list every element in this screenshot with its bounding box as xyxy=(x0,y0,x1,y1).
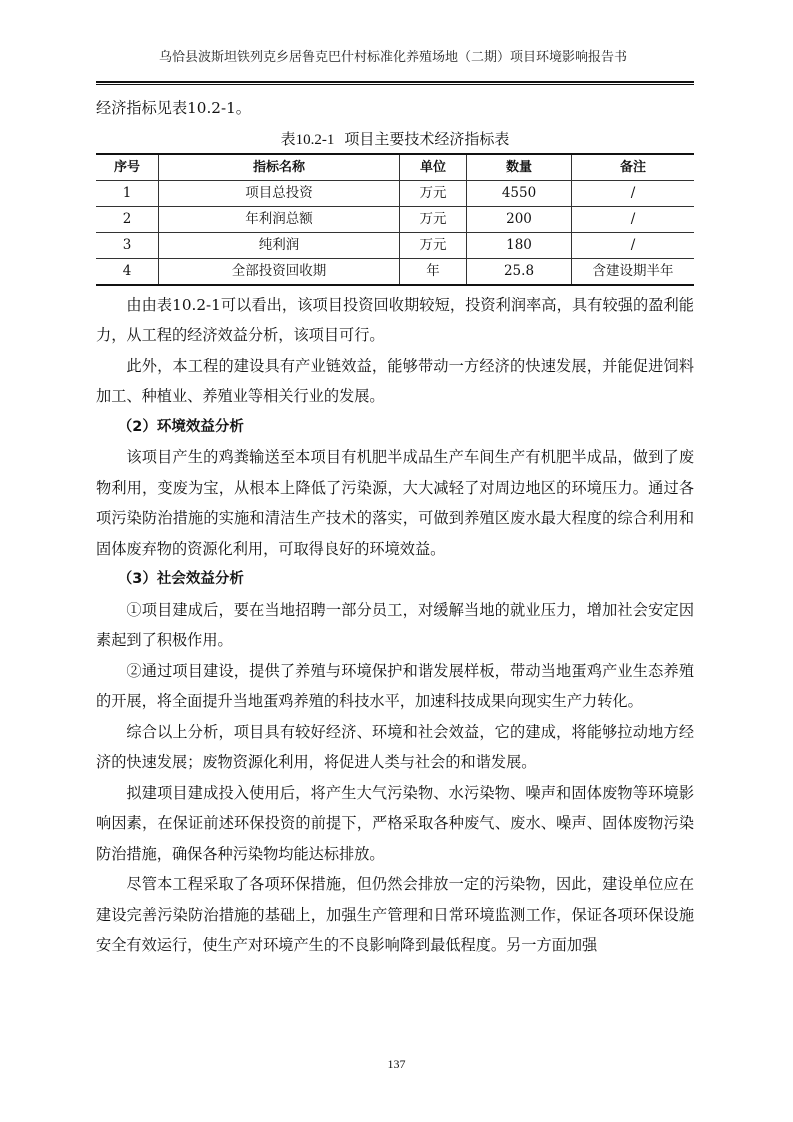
cell-indicator: 全部投资回收期 xyxy=(159,258,400,285)
page-number: 137 xyxy=(387,1057,406,1071)
table-caption-number: 表10.2-1 xyxy=(280,131,335,148)
column-header-unit: 单位 xyxy=(400,154,467,181)
column-header-remarks: 备注 xyxy=(572,154,695,181)
cell-quantity: 4550 xyxy=(467,180,572,206)
paragraph-pollution-control: 拟建项目建成投入使用后，将产生大气污染物、水污染物、噪声和固体废物等环境影响因素，在保证前述环保投资的前提下，严格采取各种废气、废水、噪声、固体废物污染防治措施，确保各种污染物均能达标排放。 xyxy=(96,783,694,863)
cell-index: 2 xyxy=(96,206,159,232)
cell-unit: 万元 xyxy=(400,232,467,258)
header-rule xyxy=(96,81,694,85)
column-header-index: 序号 xyxy=(96,154,159,181)
paragraph-summary: 综合以上分析，项目具有较好经济、环境和社会效益，它的建成，将能够拉动地方经济的快速发展；废物资源化利用，将促进人类与社会的和谐发展。 xyxy=(96,722,694,771)
paragraph-social-benefit-2: ②通过项目建设，提供了养殖与环境保护和谐发展样板，带动当地蛋鸡产业生态养殖的开展，将全面提升当地蛋鸡养殖的科技水平，加速科技成果向现实生产力转化。 xyxy=(96,661,694,710)
cell-remarks: / xyxy=(572,232,695,258)
cell-quantity: 200 xyxy=(467,206,572,232)
cell-index: 4 xyxy=(96,258,159,285)
section-heading-social-benefit: （3）社会效益分析 xyxy=(117,571,244,587)
intro-line: 经济指标见表10.2-1。 xyxy=(96,99,251,117)
table-row xyxy=(96,232,694,258)
table-row xyxy=(96,206,694,232)
cell-unit: 万元 xyxy=(400,180,467,206)
cell-unit: 年 xyxy=(400,258,467,285)
column-header-quantity: 数量 xyxy=(467,154,572,181)
table-row xyxy=(96,180,694,206)
cell-quantity: 25.8 xyxy=(467,258,572,285)
table-header-row xyxy=(96,154,694,181)
cell-index: 1 xyxy=(96,180,159,206)
column-header-indicator: 指标名称 xyxy=(159,154,400,181)
table-caption-title: 项目主要技术经济指标表 xyxy=(344,129,510,148)
cell-indicator: 项目总投资 xyxy=(159,180,400,206)
cell-remarks: 含建设期半年 xyxy=(572,258,695,285)
cell-indicator: 年利润总额 xyxy=(159,206,400,232)
cell-indicator: 纯利润 xyxy=(159,232,400,258)
table-row xyxy=(96,258,694,285)
table-caption xyxy=(96,126,694,153)
paragraph-management: 尽管本工程采取了各项环保措施，但仍然会排放一定的污染物，因此，建设单位应在建设完善污染防治措施的基础上，加强生产管理和日常环境监测工作，保证各项环保设施安全有效运行，使生产对环境产生的不良影响降到最低程度。另一方面加强 xyxy=(96,875,694,954)
cell-remarks: / xyxy=(572,180,695,206)
paragraph-industry-chain: 此外，本工程的建设具有产业链效益，能够带动一方经济的快速发展，并能促进饲料加工、种植业、养殖业等相关行业的发展。 xyxy=(96,356,694,405)
cell-unit: 万元 xyxy=(400,206,467,232)
cell-index: 3 xyxy=(96,232,159,258)
running-header: 乌恰县波斯坦铁列克乡居鲁克巴什村标准化养殖场地（二期）项目环境影响报告书 xyxy=(158,50,627,65)
paragraph-environmental-benefit: 该项目产生的鸡粪输送至本项目有机肥半成品生产车间生产有机肥半成品，做到了废物利用，变废为宝，从根本上降低了污染源，大大减轻了对周边地区的环境压力。通过各项污染防治措施的实施和清洁生产技术的落实，可做到养殖区废水最大程度的综合利用和固体废弃物的资源化利用，可取得良好的环境效益。 xyxy=(96,448,694,558)
page-body xyxy=(96,93,694,961)
cell-quantity: 180 xyxy=(467,232,572,258)
paragraph-social-benefit-1: ①项目建成后，要在当地招聘一部分员工，对缓解当地的就业压力，增加社会安定因素起到了积极作用。 xyxy=(96,600,694,649)
section-heading-environmental-benefit: （2）环境效益分析 xyxy=(117,418,244,435)
paragraph-economic-conclusion: 由由表10.2-1可以看出，该项目投资回收期较短，投资利润率高，具有较强的盈利能力，从工程的经济效益分析，该项目可行。 xyxy=(96,295,694,344)
economic-indicators-table xyxy=(96,153,694,286)
cell-remarks: / xyxy=(572,206,695,232)
